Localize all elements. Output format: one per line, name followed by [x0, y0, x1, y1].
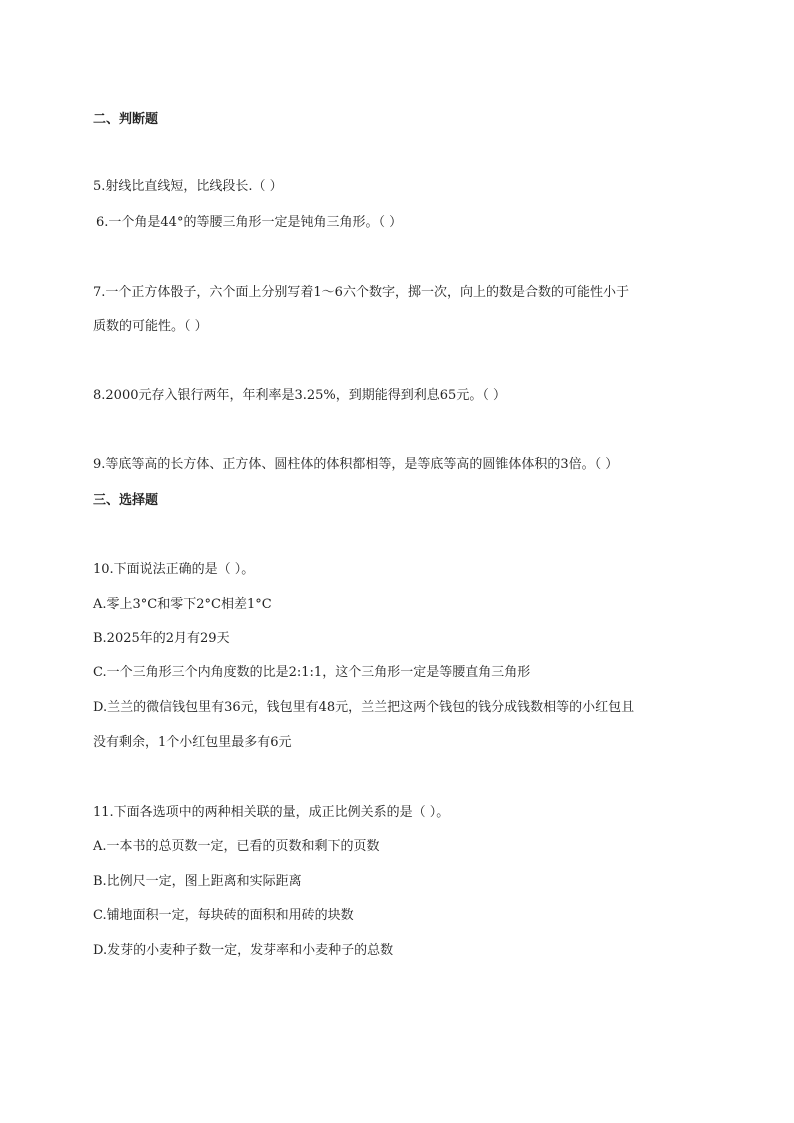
section-heading-judgement: 二、判断题 [93, 112, 159, 127]
question-11-option-a: A.一本书的总页数一定，已看的页数和剩下的页数 [93, 839, 380, 854]
question-11-option-c: C.铺地面积一定，每块砖的面积和用砖的块数 [93, 908, 354, 923]
section-heading-choice: 三、选择题 [93, 493, 159, 508]
question-10-option-d-line-1: D.兰兰的微信钱包里有36元，钱包里有48元，兰兰把这两个钱包的钱分成钱数相等的小红包且 [93, 700, 635, 715]
question-11-option-d: D.发芽的小麦种子数一定，发芽率和小麦种子的总数 [93, 943, 394, 958]
question-7-line-1: 7.一个正方体骰子，六个面上分别写着1～6六个数字，掷一次，向上的数是合数的可能性小于 [93, 285, 629, 300]
question-11-option-b: B.比例尺一定，图上距离和实际距离 [93, 874, 302, 889]
question-10-option-b: B.2025年的2月有29天 [93, 631, 230, 646]
question-10-option-a: A.零上3°C和零下2°C相差1°C [93, 597, 272, 612]
question-11-stem: 11.下面各选项中的两种相关联的量，成正比例关系的是（ ）。 [93, 805, 450, 820]
question-10-stem: 10.下面说法正确的是（ ）。 [93, 562, 255, 577]
question-9: 9.等底等高的长方体、正方体、圆柱体的体积都相等，是等底等高的圆锥体体积的3倍。（ ） [93, 457, 619, 472]
question-7-line-2: 质数的可能性。（ ） [93, 319, 208, 334]
question-10-option-c: C.一个三角形三个内角度数的比是2:1:1，这个三角形一定是等腰直角三角形 [93, 665, 531, 680]
question-5: 5.射线比直线短，比线段长.（ ） [93, 179, 283, 194]
question-10-option-d-line-2: 没有剩余，1个小红包里最多有6元 [93, 735, 292, 750]
question-6: 6.一个角是44°的等腰三角形一定是钝角三角形。（ ） [96, 215, 403, 230]
question-8: 8.2000元存入银行两年，年利率是3.25%，到期能得到利息65元。（ ） [93, 388, 506, 403]
